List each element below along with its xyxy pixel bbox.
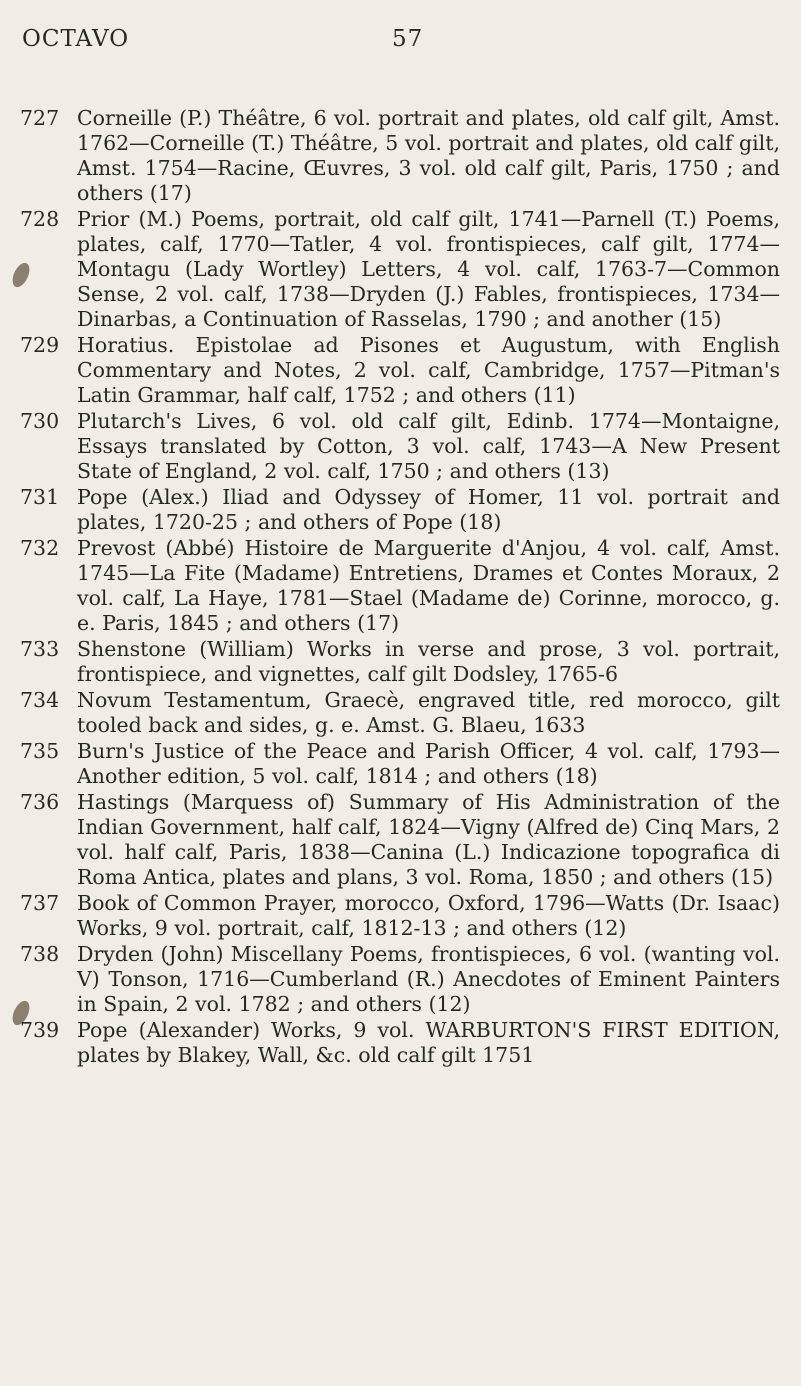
lot-description: Horatius. Epistolae ad Pisones et Augustum, with English Commentary and Notes, 2 vol. calf, Cambridge, 1757—Pitman's Latin Grammar, half calf, 1752 ; and others (11) <box>77 333 780 407</box>
lot-description: Shenstone (William) Works in verse and prose, 3 vol. portrait, frontispiece, and vignettes, calf gilt Dodsley, 1765-6 <box>77 637 780 686</box>
lot-description: Book of Common Prayer, morocco, Oxford, 1796—Watts (Dr. Isaac) Works, 9 vol. portrait, calf, 1812-13 ; and others (12) <box>77 891 780 940</box>
section-title: OCTAVO <box>22 26 130 52</box>
lot-number: 736 <box>20 790 60 814</box>
lot-number: 730 <box>20 409 60 433</box>
lot-entry <box>20 637 780 687</box>
lot-entry <box>20 333 780 408</box>
lot-entry <box>20 739 780 789</box>
lot-description: Pope (Alexander) Works, 9 vol. WARBURTON'S FIRST EDITION, plates by Blakey, Wall, &c. old calf gilt 1751 <box>77 1018 780 1067</box>
lot-entry <box>20 207 780 332</box>
lot-entry <box>20 1018 780 1068</box>
lot-entry <box>20 891 780 941</box>
lot-entry <box>20 790 780 890</box>
page-header <box>20 20 781 60</box>
lot-number: 728 <box>20 207 60 231</box>
lot-entry <box>20 942 780 1017</box>
lot-number: 729 <box>20 333 60 357</box>
lot-entry <box>20 688 780 738</box>
lot-entry <box>20 106 780 206</box>
lot-number: 735 <box>20 739 60 763</box>
lot-description: Dryden (John) Miscellany Poems, frontispieces, 6 vol. (wanting vol. V) Tonson, 1716—Cumberland (R.) Anecdotes of Eminent Painters in Spain, 2 vol. 1782 ; and others (12) <box>77 942 780 1016</box>
lot-description: Prior (M.) Poems, portrait, old calf gilt, 1741—Parnell (T.) Poems, plates, calf, 1770—Tatler, 4 vol. frontispieces, calf gilt, 1774—Montagu (Lady Wortley) Letters, 4 vol. calf, 1763-7—Common Sense, 2 vol. calf, 1738—Dryden (J.) Fables, frontispieces, 1734—Dinarbas, a Continuation of Rasselas, 1790 ; and another (15) <box>77 207 780 331</box>
lot-entry <box>20 536 780 636</box>
lot-number: 731 <box>20 485 60 509</box>
lot-number: 739 <box>20 1018 60 1042</box>
lot-entry <box>20 409 780 484</box>
lot-number: 733 <box>20 637 60 661</box>
lot-description: Pope (Alex.) Iliad and Odyssey of Homer, 11 vol. portrait and plates, 1720-25 ; and others of Pope (18) <box>77 485 780 534</box>
lot-list <box>20 106 780 1069</box>
lot-number: 732 <box>20 536 60 560</box>
lot-description: Prevost (Abbé) Histoire de Marguerite d'Anjou, 4 vol. calf, Amst. 1745—La Fite (Madame) Entretiens, Drames et Contes Moraux, 2 vol. calf, La Haye, 1781—Stael (Madame de) Corinne, morocco, g. e. Paris, 1845 ; and others (17) <box>77 536 780 635</box>
lot-description: Novum Testamentum, Graecè, engraved title, red morocco, gilt tooled back and sides, g. e. Amst. G. Blaeu, 1633 <box>77 688 780 737</box>
lot-description: Plutarch's Lives, 6 vol. old calf gilt, Edinb. 1774—Montaigne, Essays translated by Cotton, 3 vol. calf, 1743—A New Present State of England, 2 vol. calf, 1750 ; and others (13) <box>77 409 780 483</box>
lot-description: Hastings (Marquess of) Summary of His Administration of the Indian Government, half calf, 1824—Vigny (Alfred de) Cinq Mars, 2 vol. half calf, Paris, 1838—Canina (L.) Indicazione topografica di Roma Antica, plates and plans, 3 vol. Roma, 1850 ; and others (15) <box>77 790 780 889</box>
lot-entry <box>20 485 780 535</box>
lot-number: 738 <box>20 942 60 966</box>
lot-number: 737 <box>20 891 60 915</box>
page-number: 57 <box>392 26 424 52</box>
lot-number: 727 <box>20 106 60 130</box>
lot-number: 734 <box>20 688 60 712</box>
lot-description: Burn's Justice of the Peace and Parish Officer, 4 vol. calf, 1793—Another edition, 5 vol. calf, 1814 ; and others (18) <box>77 739 780 788</box>
lot-description: Corneille (P.) Théâtre, 6 vol. portrait and plates, old calf gilt, Amst. 1762—Corneille (T.) Théâtre, 5 vol. portrait and plates, old calf gilt, Amst. 1754—Racine, Œuvres, 3 vol. old calf gilt, Paris, 1750 ; and others (17) <box>77 106 780 205</box>
